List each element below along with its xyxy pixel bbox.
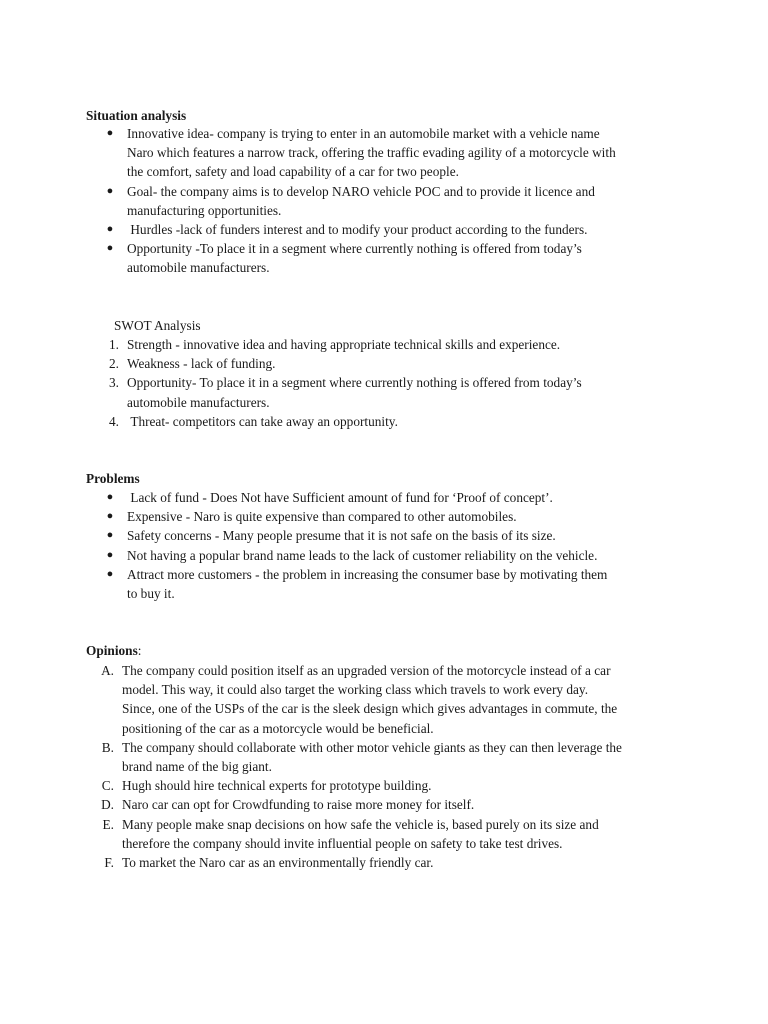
list-item [101,776,622,795]
opinions-heading [86,641,141,660]
list-item [109,412,617,431]
list-item-text: Weakness - lack of funding. [127,356,276,372]
bullet-icon: ● [106,127,114,139]
bullet-icon: ● [106,242,114,255]
list-number: 4. [109,413,119,429]
swot-analysis-heading: SWOT Analysis [114,318,201,333]
list-item-text: The company could position itself as an upgraded version of the motorcycle instead of a car model. This way, it could also target the working class which travels to work every day. Since, one of the USPs of the car is the sleek design which gives advantages in commute, the positioning of the car as a motorcycle would be beneficial. [122,663,618,736]
list-item-text: Expensive - Naro is quite expensive than compared to other automobiles. [127,509,517,525]
list-letter: F. [104,855,114,871]
opinions-list [101,661,622,872]
problems-list [106,488,617,603]
list-item-text: Opportunity -To place it in a segment where currently nothing is offered from today’s automobile manufacturers. [127,241,582,276]
list-item [106,526,617,545]
list-item-text: Not having a popular brand name leads to the lack of customer reliability on the vehicle. [127,547,598,563]
problems-heading: Problems [86,471,140,486]
list-number: 2. [109,356,119,372]
list-item-text: Hugh should hire technical experts for prototype building. [122,778,432,794]
list-letter: B. [101,739,114,755]
list-item [106,488,617,507]
situation-analysis-heading: Situation analysis [86,108,187,123]
list-letter: E. [102,816,114,832]
list-item [101,738,622,776]
bullet-icon: ● [106,491,114,503]
list-item-text: Many people make snap decisions on how safe the vehicle is, based purely on its size and therefore the company should invite influential people on safety to take test drives. [122,816,599,851]
list-item-text: Lack of fund - Does Not have Sufficient amount of fund for ‘Proof of concept’. [127,490,553,505]
situation-analysis-list [106,124,617,278]
list-item [102,815,622,853]
list-item [109,335,617,354]
bullet-icon: ● [106,567,114,580]
bullet-icon: ● [106,548,114,561]
bullet-icon: ● [106,223,114,236]
list-item-text: Innovative idea- company is trying to enter in an automobile market with a vehicle name Naro which features a narrow track, offering the traffic evading agility of a motorcycle with the comfort, safety and load capability of a car for two people. [127,126,616,180]
list-item [106,507,617,526]
opinions-title: Opinions [86,643,138,658]
list-item-text: To market the Naro car as an environmentally friendly car. [122,855,434,871]
list-item [106,182,617,220]
list-item-text: The company should collaborate with other motor vehicle giants as they can then leverage the brand name of the big giant. [122,739,622,775]
list-item-text: Attract more customers - the problem in increasing the consumer base by motivating them to buy it. [127,566,608,602]
list-item [101,661,622,738]
list-item [106,546,617,565]
list-item [104,853,622,872]
list-item-text: Opportunity- To place it in a segment where currently nothing is offered from today’s automobile manufacturers. [127,375,582,410]
opinions-title-suffix: : [137,643,142,658]
list-letter: D. [101,797,114,813]
list-item [106,239,617,277]
list-item-text: Threat- competitors can take away an opportunity. [127,413,398,429]
bullet-icon: ● [106,184,114,197]
list-number: 1. [109,337,119,352]
bullet-icon: ● [106,529,114,542]
list-item [101,795,622,814]
list-item-text: Goal- the company aims is to develop NARO vehicle POC and to provide it licence and manufacturing opportunities. [127,183,595,218]
list-letter: A. [101,663,114,678]
list-item [106,124,617,182]
list-letter: C. [101,778,114,794]
list-item [109,373,617,411]
list-item-text: Safety concerns - Many people presume that it is not safe on the basis of its size. [127,528,556,544]
list-item [106,565,617,603]
list-item-text: Hurdles -lack of funders interest and to modify your product according to the funders. [127,222,588,238]
list-item [106,220,617,239]
list-item [109,354,617,373]
list-item-text: Naro car can opt for Crowdfunding to raise more money for itself. [122,797,475,813]
swot-analysis-list [109,335,617,431]
list-item-text: Strength - innovative idea and having appropriate technical skills and experience. [127,337,561,352]
bullet-icon: ● [106,510,114,523]
list-number: 3. [109,375,119,391]
